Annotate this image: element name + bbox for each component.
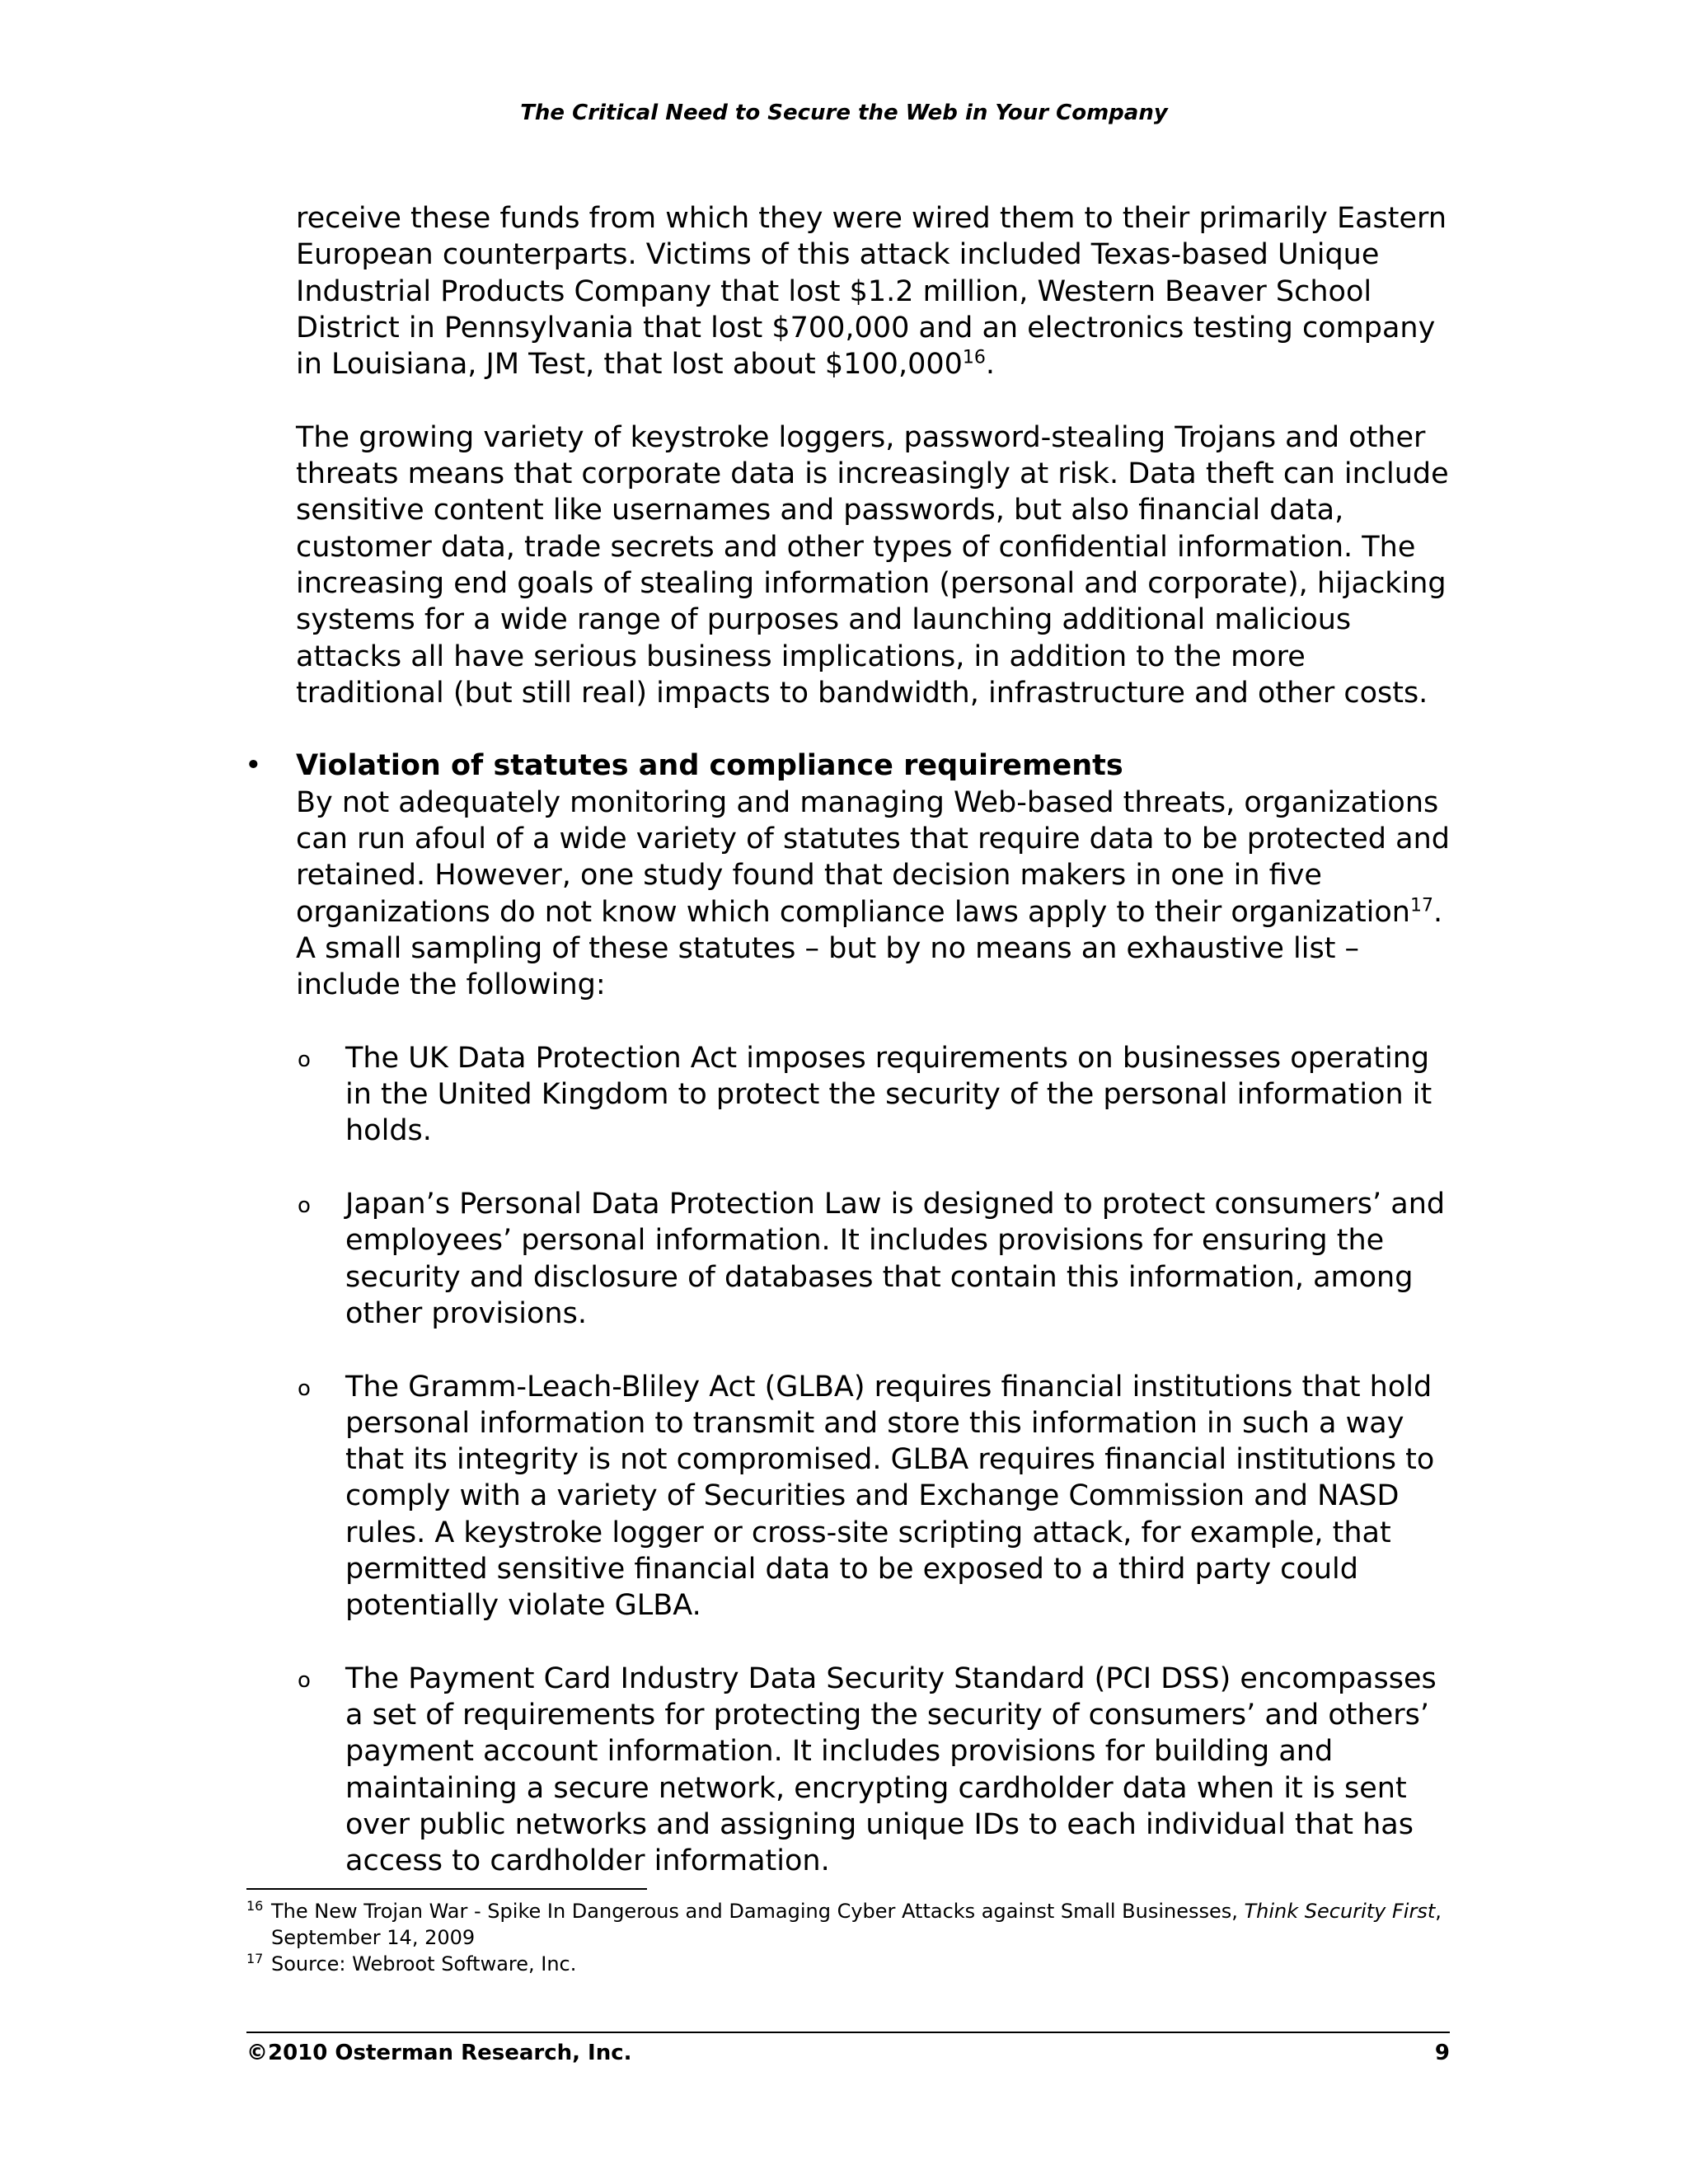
paragraph-victims-end: . [985,348,996,382]
bullet-compliance [245,748,1450,1879]
footer-copyright: ©2010 Osterman Research, Inc. [246,2041,632,2065]
bullet-body-text: By not adequately monitoring and managing Web-based threats, organizations can run afoul of a wide variety of statutes that require data to be protected and retained. However, one study found that decision makers in one in five organizations do not know which compliance laws apply to their organization [296,785,1450,929]
footnote-source: Think Security First [1244,1900,1436,1923]
footnotes [246,1898,1450,1977]
page-header-title: The Critical Need to Secure the Web in Your Company [520,101,1168,125]
footnote-date: , September 14, 2009 [271,1900,1442,1949]
footnote-text: The New Trojan War - Spike In Dangerous and Damaging Cyber Attacks against Small Businesses, [271,1900,1245,1923]
statute-list [296,1040,1450,1880]
statute-item-japan [296,1186,1450,1332]
statute-item-text: The Payment Card Industry Data Security Standard (PCI DSS) encompasses a set of requirements for protecting the security of consumers’ and others’ payment account information. It includes provisions for building and maintaining a secure network, encrypting cardholder data when it is sent over public networks and assigning unique IDs to each individual that has access to cardholder information. [345,1661,1437,1878]
page-footer [246,2040,1450,2066]
footer-separator [246,2032,1450,2033]
statute-item-glba [296,1369,1450,1624]
main-content [245,200,1450,1916]
page-number: 9 [1434,2041,1450,2065]
statute-item-uk [296,1040,1450,1150]
bullet-title: Violation of statutes and compliance requirements [296,749,1123,783]
statute-item-text: Japan’s Personal Data Protection Law is designed to protect consumers’ and employees’ personal information. It includes provisions for ensuring the security and disclosure of databases that contain this information, among other provisions. [345,1188,1446,1330]
footnote-text: Source: Webroot Software, Inc. [271,1952,577,1975]
statute-item-pci-dss [296,1661,1450,1880]
sub-bullet-marker: o [298,1047,311,1072]
statute-item-text: The UK Data Protection Act imposes requirements on businesses operating in the United Kingdom to protect the security of the personal information it holds. [345,1041,1432,1148]
footnote-17: 17 Source: Webroot Software, Inc. [246,1951,577,1975]
paragraph-data-theft: The growing variety of keystroke loggers, password-stealing Trojans and other threats means that corporate data is increasingly at risk. Data theft can include sensitive content like usernames and passwords, but also financial data, customer data, trade secrets and other types of confidential information. The increasing end goals of stealing information (personal and corporate), hijacking systems for a wide range of purposes and launching additional malicious attacks all have serious business implications, in addition to the more traditional (but still real) impacts to bandwidth, infrastructure and other costs. [296,420,1449,710]
bullet-marker: • [245,749,262,783]
footnote-separator [246,1888,647,1890]
sub-bullet-marker: o [298,1667,311,1693]
bullet-body [296,785,1450,1004]
bullet-body-text-end: . A small sampling of these statutes – but by no means an exhaustive list – include the following: [296,895,1443,1002]
sub-bullet-marker: o [298,1376,311,1401]
paragraph-victims-text: receive these funds from which they were wired them to their primarily Eastern European counterparts. Victims of this attack included Texas-based Unique Industrial Products Company that lost $1.2 million, Western Beaver School District in Pennsylvania that lost $700,000 and an electronics testing company in Louisiana, JM Test, that lost about $100,000 [296,202,1447,382]
footnote-16: 16 The New Trojan War - Spike In Dangerous and Damaging Cyber Attacks against Small Businesses, Think Security First, September 14, 2009 [246,1898,1442,1949]
paragraph-victims [296,200,1450,382]
sub-bullet-marker: o [298,1193,311,1219]
footnote-ref-16: 16 [962,347,986,368]
statute-item-text: The Gramm-Leach-Bliley Act (GLBA) requires financial institutions that hold personal information to transmit and store this information in such a way that its integrity is not compromised. GLBA requires financial institutions to comply with a variety of Securities and Exchange Commission and NASD rules. A keystroke logger or cross-site scripting attack, for example, that permitted sensitive financial data to be exposed to a third party could potentially violate GLBA. [345,1370,1435,1623]
footnote-ref-17: 17 [1410,894,1433,916]
